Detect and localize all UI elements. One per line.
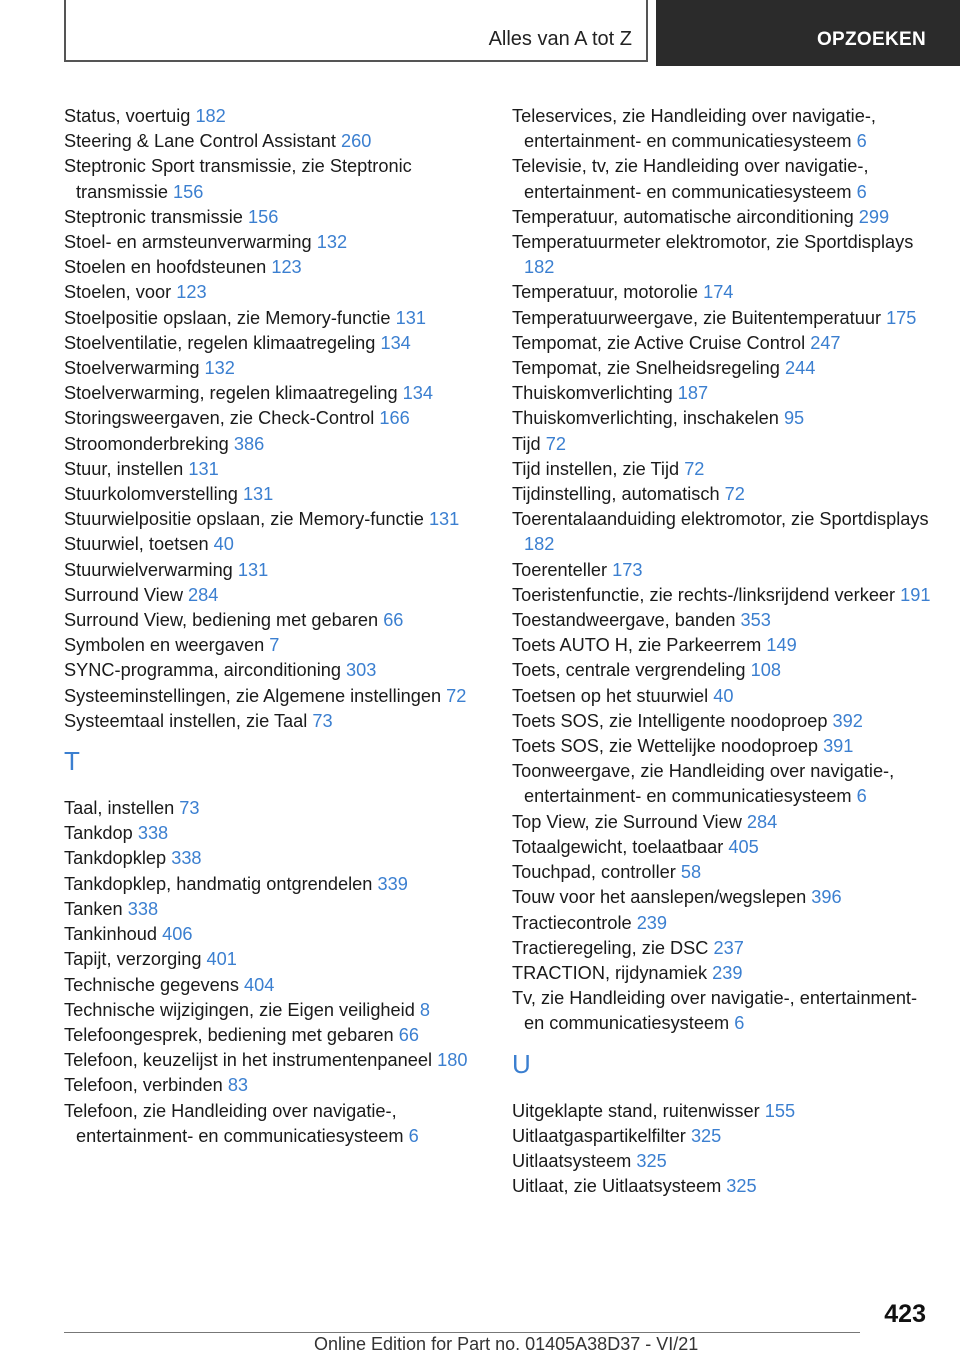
index-entry-text: SYNC-programma, airconditioning xyxy=(64,660,341,681)
index-page-link[interactable]: 338 xyxy=(171,848,202,869)
index-entry xyxy=(64,532,484,557)
index-entry-text: Tractiecontrole xyxy=(512,912,632,933)
index-entry-text: Telefoongesprek, bediening met gebaren xyxy=(64,1024,394,1045)
index-entry-text: Teleservices, zie Handleiding over navigatie-, entertainment- en communicatiesysteem xyxy=(512,106,876,152)
index-entry-text: Technische gegevens xyxy=(64,974,239,995)
index-entry xyxy=(512,936,932,961)
index-entry xyxy=(512,331,932,356)
index-entry-text: Thuiskomverlichting, inschakelen xyxy=(512,408,779,429)
index-entry xyxy=(64,821,484,846)
footer-edition: Online Edition for Part no. 01405A38D37 - VI/21 xyxy=(314,1334,699,1354)
index-page-link[interactable]: 182 xyxy=(524,534,555,555)
index-entry xyxy=(64,306,484,331)
index-page-link[interactable]: 239 xyxy=(712,962,743,983)
index-entry xyxy=(64,432,484,457)
index-entry xyxy=(64,255,484,280)
index-entry-text: Stuurwiel, toetsen xyxy=(64,534,209,555)
index-page-link[interactable]: 131 xyxy=(395,307,426,328)
index-entry xyxy=(64,796,484,821)
index-entry xyxy=(512,154,932,204)
index-letter-heading: T xyxy=(64,746,80,777)
index-page-link[interactable]: 325 xyxy=(636,1150,667,1171)
index-page-link[interactable]: 404 xyxy=(243,974,275,995)
index-page-link[interactable]: 132 xyxy=(204,358,235,379)
index-entry xyxy=(64,947,484,972)
index-page-link[interactable]: 396 xyxy=(811,887,842,908)
index-entry-text: Uitgeklapte stand, ruitenwisser xyxy=(512,1100,760,1121)
index-entry xyxy=(64,482,484,507)
index-entry xyxy=(512,457,932,482)
index-entry-text: Steptronic Sport transmissie, zie Steptronic transmissie xyxy=(64,156,412,202)
index-page-link[interactable]: 7 xyxy=(269,635,280,656)
index-entry-text: Stuur, instellen xyxy=(64,458,184,479)
index-entry-text: Stoel- en armsteunverwarming xyxy=(64,232,312,253)
index-entry xyxy=(64,658,484,683)
index-page-link[interactable]: 6 xyxy=(734,1013,745,1034)
index-page-link[interactable]: 131 xyxy=(237,559,269,580)
index-entry xyxy=(64,922,484,947)
index-entry xyxy=(512,432,932,457)
index-entry xyxy=(512,684,932,709)
index-entry xyxy=(512,633,932,658)
index-page-link[interactable]: 134 xyxy=(380,332,411,353)
index-page-link[interactable]: 247 xyxy=(810,332,841,353)
index-entry-text: Tankdop xyxy=(64,823,133,844)
index-entry-text: Symbolen en weergaven xyxy=(64,635,265,656)
index-entry xyxy=(64,205,484,230)
index-entry-text: Stuurkolomverstelling xyxy=(64,484,238,505)
index-entry-text: Taal, instellen xyxy=(64,798,175,819)
index-page-link[interactable]: 72 xyxy=(446,685,467,706)
index-entry xyxy=(512,860,932,885)
index-entry-text: Toestandweergave, banden xyxy=(512,610,736,631)
index-entry-text: Stoelverwarming xyxy=(64,358,200,379)
index-page-link[interactable]: 405 xyxy=(728,836,759,857)
index-column-left xyxy=(64,104,484,1149)
index-page-link[interactable]: 191 xyxy=(900,584,931,605)
index-entry xyxy=(512,104,932,154)
index-entry-text: Status, voertuig xyxy=(64,106,191,126)
index-entry-text: Toeristenfunctie, zie rechts-/linksrijdend verkeer xyxy=(512,584,896,605)
index-entry-text: Tv, zie Handleiding over navigatie-, entertainment- en communicatiesysteem xyxy=(512,988,918,1034)
index-page-link[interactable]: 174 xyxy=(703,282,734,303)
page-number: 423 xyxy=(884,1300,926,1328)
index-entry xyxy=(64,457,484,482)
index-entry-text: Touw voor het aanslepen/wegslepen xyxy=(512,887,807,908)
index-entry-text: Toets AUTO H, zie Parkeerrem xyxy=(512,635,762,656)
index-entry-text: Toets SOS, zie Intelligente noodoproep xyxy=(512,710,828,731)
index-page-link[interactable]: 123 xyxy=(271,257,302,278)
index-page-link[interactable]: 66 xyxy=(383,610,404,631)
index-page-link[interactable]: 8 xyxy=(419,999,431,1020)
index-entry-text: Toetsen op het stuurwiel xyxy=(512,685,709,706)
index-entry xyxy=(512,1099,932,1124)
index-page-link[interactable]: 6 xyxy=(856,786,867,807)
index-page-link[interactable]: 123 xyxy=(176,282,207,303)
index-entry-text: Technische wijzigingen, zie Eigen veiligheid xyxy=(64,999,415,1020)
index-entry-text: Televisie, tv, zie Handleiding over navigatie-, entertainment- en communicatiesysteem xyxy=(512,156,869,202)
index-entry xyxy=(512,1174,932,1199)
index-entry xyxy=(64,381,484,406)
index-page-link[interactable]: 353 xyxy=(740,610,771,631)
index-letter-heading: U xyxy=(512,1048,531,1079)
index-page-link[interactable]: 182 xyxy=(195,106,226,126)
index-page-link[interactable]: 108 xyxy=(750,660,781,681)
index-entry-text: Temperatuurmeter elektromotor, zie Sportdisplays xyxy=(512,232,914,253)
index-entry xyxy=(64,104,484,129)
index-entry-text: Top View, zie Surround View xyxy=(512,811,742,832)
index-entry-text: Systeeminstellingen, zie Algemene instellingen xyxy=(64,685,442,706)
index-page-link[interactable]: 72 xyxy=(724,484,745,505)
index-entry xyxy=(512,280,932,305)
index-page-link[interactable]: 6 xyxy=(856,181,867,202)
index-entry xyxy=(512,1124,932,1149)
index-entry xyxy=(64,356,484,381)
footer-divider xyxy=(64,1332,860,1333)
index-page-link[interactable]: 325 xyxy=(690,1125,722,1146)
index-entry-text: Uitlaat, zie Uitlaatsysteem xyxy=(512,1176,722,1197)
index-entry-text: Stoelen en hoofdsteunen xyxy=(64,257,267,278)
index-page-link[interactable]: 131 xyxy=(428,509,460,530)
index-entry-text: Temperatuur, automatische airconditioning xyxy=(512,206,854,227)
index-page-link[interactable]: 299 xyxy=(858,206,890,227)
index-entry xyxy=(512,1149,932,1174)
index-entry-text: Stoelventilatie, regelen klimaatregeling xyxy=(64,332,376,353)
index-entry-text: Tapijt, verzorging xyxy=(64,949,202,970)
index-page-link[interactable]: 6 xyxy=(408,1125,419,1146)
index-column-right xyxy=(512,104,932,1199)
index-entry-text: Thuiskomverlichting xyxy=(512,383,673,404)
section-tab[interactable] xyxy=(64,0,648,62)
index-entry-text: Tractieregeling, zie DSC xyxy=(512,937,709,958)
index-entry-text: Toonweergave, zie Handleiding over navigatie-, entertainment- en communicatiesysteem xyxy=(512,761,895,807)
index-page-link[interactable]: 40 xyxy=(713,685,734,706)
index-entry xyxy=(512,381,932,406)
index-page-link[interactable]: 182 xyxy=(524,257,555,278)
index-entry xyxy=(64,154,484,204)
index-entry-text: Stroomonderbreking xyxy=(64,433,229,454)
index-page-link[interactable]: 155 xyxy=(764,1100,796,1121)
index-entry xyxy=(512,658,932,683)
index-page-link[interactable]: 401 xyxy=(206,949,237,970)
index-entry-text: Systeemtaal instellen, zie Taal xyxy=(64,710,308,731)
index-entry-text: Stuurwielpositie opslaan, zie Memory-functie xyxy=(64,509,424,530)
chapter-title: OPZOEKEN xyxy=(816,29,926,50)
index-entry-text: Storingsweergaven, zie Check-Control xyxy=(64,408,375,429)
index-page-link[interactable]: 66 xyxy=(398,1024,419,1045)
index-page-link[interactable]: 72 xyxy=(545,433,566,454)
index-entry-text: Temperatuur, motorolie xyxy=(512,282,699,303)
index-entry-text: Tankdopklep, handmatig ontgrendelen xyxy=(64,873,373,894)
index-entry-text: Toerentalaanduiding elektromotor, zie Sportdisplays xyxy=(512,509,929,530)
index-entry-text: Uitlaatsysteem xyxy=(512,1150,632,1171)
index-page-link[interactable]: 131 xyxy=(188,458,219,479)
index-page-link[interactable]: 284 xyxy=(188,584,219,605)
index-entry-text: Tempomat, zie Snelheidsregeling xyxy=(512,358,780,379)
index-entry xyxy=(512,205,932,230)
index-page-link[interactable]: 134 xyxy=(402,383,434,404)
chapter-tab[interactable] xyxy=(656,0,960,66)
index-page-link[interactable]: 338 xyxy=(127,898,159,919)
index-page-link[interactable]: 166 xyxy=(379,408,410,429)
index-entry-text: Telefoon, verbinden xyxy=(64,1075,223,1096)
index-page-link[interactable]: 303 xyxy=(346,660,377,681)
index-entry-text: Tijdinstelling, automatisch xyxy=(512,484,720,505)
index-entry xyxy=(512,810,932,835)
index-page-link[interactable]: 175 xyxy=(886,307,917,328)
index-page-link[interactable]: 156 xyxy=(247,206,279,227)
index-entry xyxy=(512,507,932,557)
index-page-link[interactable]: 73 xyxy=(312,710,333,731)
index-entry-text: Stoelpositie opslaan, zie Memory-functie xyxy=(64,307,391,328)
index-page-link[interactable]: 132 xyxy=(316,232,348,253)
index-entry-text: Steering & Lane Control Assistant xyxy=(64,131,336,152)
index-page-link[interactable]: 131 xyxy=(242,484,274,505)
index-entry-text: Temperatuurweergave, zie Buitentemperatuur xyxy=(512,307,881,328)
index-entry xyxy=(64,583,484,608)
index-page-link[interactable]: 260 xyxy=(341,131,372,152)
index-page-link[interactable]: 6 xyxy=(856,131,867,152)
index-entry xyxy=(512,406,932,431)
index-entry-text: Stuurwielverwarming xyxy=(64,559,233,580)
index-entry-text: Stoelverwarming, regelen klimaatregeling xyxy=(64,383,398,404)
index-entry xyxy=(512,230,932,280)
index-entry xyxy=(64,872,484,897)
index-entry xyxy=(64,1099,484,1149)
index-page-link[interactable]: 173 xyxy=(612,559,643,580)
index-entry-text: Stoelen, voor xyxy=(64,282,172,303)
index-page-link[interactable]: 73 xyxy=(179,798,200,819)
index-page-link[interactable]: 325 xyxy=(726,1176,757,1197)
index-entry-text: Toerenteller xyxy=(512,559,608,580)
index-entry xyxy=(512,608,932,633)
index-page-link[interactable]: 237 xyxy=(713,937,744,958)
index-entry xyxy=(64,998,484,1023)
index-entry xyxy=(64,331,484,356)
index-entry xyxy=(64,507,484,532)
index-entry xyxy=(64,1023,484,1048)
index-page-link[interactable]: 149 xyxy=(766,635,797,656)
index-entry xyxy=(512,709,932,734)
index-entry-text: Touchpad, controller xyxy=(512,862,676,883)
section-title: Alles van A tot Z xyxy=(488,28,632,50)
index-entry-text: TRACTION, rijdynamiek xyxy=(512,962,708,983)
index-entry-text: Totaalgewicht, toelaatbaar xyxy=(512,836,724,857)
index-page-link[interactable]: 187 xyxy=(677,383,709,404)
index-entry xyxy=(512,961,932,986)
index-entry-text: Tempomat, zie Active Cruise Control xyxy=(512,332,806,353)
index-entry-text: Tankdopklep xyxy=(64,848,167,869)
index-entry-text: Tankinhoud xyxy=(64,924,158,945)
index-entry xyxy=(512,558,932,583)
index-entry-text: Telefoon, keuzelijst in het instrumentenpaneel xyxy=(64,1050,433,1071)
index-entry xyxy=(64,973,484,998)
index-entry xyxy=(64,406,484,431)
index-entry-text: Toets, centrale vergrendeling xyxy=(512,660,746,681)
index-entry xyxy=(512,482,932,507)
index-page-link[interactable]: 95 xyxy=(783,408,805,429)
index-page-link[interactable]: 58 xyxy=(680,862,702,883)
index-entry xyxy=(64,684,484,709)
index-entry xyxy=(512,583,932,608)
index-entry xyxy=(512,885,932,910)
index-entry xyxy=(512,759,932,809)
index-page-link[interactable]: 406 xyxy=(162,924,193,945)
index-entry xyxy=(64,1048,484,1073)
index-entry xyxy=(64,280,484,305)
index-entry xyxy=(512,306,932,331)
index-entry-text: Toets SOS, zie Wettelijke noodoproep xyxy=(512,736,818,757)
index-page-link[interactable]: 391 xyxy=(823,736,854,757)
index-entry-text: Surround View xyxy=(64,584,183,605)
index-page-link[interactable]: 284 xyxy=(746,811,778,832)
index-entry-text: Tijd xyxy=(512,433,541,454)
index-page-link[interactable]: 40 xyxy=(213,534,234,555)
index-entry-text: Surround View, bediening met gebaren xyxy=(64,610,379,631)
index-page-link[interactable]: 239 xyxy=(636,912,668,933)
index-entry-text: Telefoon, zie Handleiding over navigatie-, entertainment- en communicatiesysteem xyxy=(64,1100,404,1146)
index-entry xyxy=(512,835,932,860)
index-entry-text: Steptronic transmissie xyxy=(64,206,243,227)
index-entry xyxy=(64,897,484,922)
index-page-link[interactable]: 386 xyxy=(233,433,265,454)
index-entry xyxy=(512,911,932,936)
index-entry xyxy=(64,230,484,255)
index-entry xyxy=(64,558,484,583)
page-header xyxy=(64,0,960,66)
index-page-link[interactable]: 392 xyxy=(832,710,863,731)
index-entry xyxy=(512,734,932,759)
index-entry xyxy=(64,633,484,658)
index-entry xyxy=(512,356,932,381)
index-entry xyxy=(64,709,484,734)
index-entry xyxy=(512,986,932,1036)
index-page-link[interactable]: 244 xyxy=(784,358,816,379)
index-page-link[interactable]: 156 xyxy=(173,181,204,202)
index-entry xyxy=(64,608,484,633)
index-entry-text: Tanken xyxy=(64,898,123,919)
index-page-link[interactable]: 180 xyxy=(437,1050,468,1071)
index-entry-text: Tijd instellen, zie Tijd xyxy=(512,458,680,479)
index-page-link[interactable]: 338 xyxy=(137,823,169,844)
index-entry xyxy=(64,846,484,871)
index-page-link[interactable]: 339 xyxy=(377,873,408,894)
index-page-link[interactable]: 83 xyxy=(227,1075,249,1096)
index-entry xyxy=(64,1073,484,1098)
index-page-link[interactable]: 72 xyxy=(684,458,705,479)
index-entry xyxy=(64,129,484,154)
index-entry-text: Uitlaatgaspartikelfilter xyxy=(512,1125,686,1146)
